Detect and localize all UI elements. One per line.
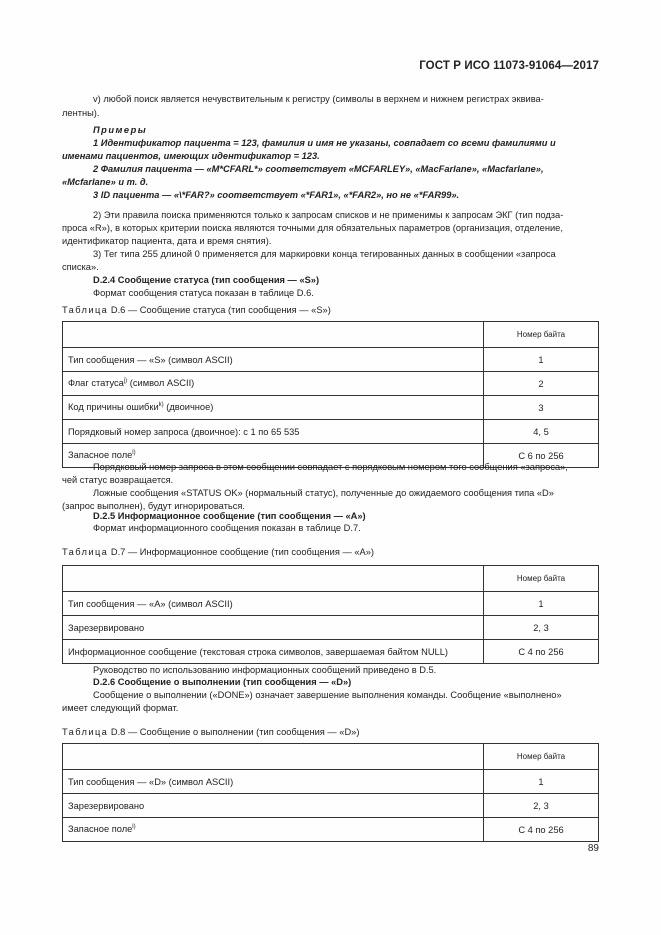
footnote-ref: j) (123, 378, 128, 385)
note-2-cont-2: идентификатор пациента, дата и время снятия). (62, 236, 272, 246)
list-item-v: v) любой поиск является нечувствительным к регистру (символы в верхнем и нижнем регистрах эквива- (93, 94, 544, 104)
section-d24-text: Формат сообщения статуса показан в таблице D.6. (93, 288, 314, 298)
list-item-v-cont: лентны). (62, 108, 100, 118)
table-d7 (62, 565, 599, 664)
note-2: 2) Эти правила поиска применяются только к запросам списков и не применимы к запросам ЭКГ (тип подза- (93, 210, 564, 220)
paragraph-status-ok: Ложные сообщения «STATUS OK» (нормальный статус), полученные до ожидаемого сообщения типа «D» (93, 488, 554, 498)
table-d6 (62, 321, 599, 468)
example-2: 2 Фамилия пациента — «M*CFARL*» соответствует «MCFARLEY», «MacFarlane», «Macfarlane», (93, 164, 544, 174)
examples-heading: Примеры (93, 125, 148, 135)
footnote-ref: l) (132, 450, 136, 457)
table-d6-header-num: Номер байта (484, 322, 599, 348)
example-1-cont: именами пациентов, имеющих идентификатор = 123. (62, 151, 320, 161)
table-row: Тип сообщения — «A» (символ ASCII) 1 (63, 592, 599, 616)
table-d8-caption: Таблица D.8 — Сообщение о выполнении (тип сообщения — «D») (62, 727, 360, 737)
section-d24-title: D.2.4 Сообщение статуса (тип сообщения — «S») (93, 275, 320, 285)
table-row: Запасное поле$^{l)}$ С 4 по 256 (63, 818, 599, 842)
note-3: 3) Тег типа 255 длиной 0 применяется для маркировки конца тегированных данных в сообщении «запроса (93, 249, 556, 259)
table-row: Тип сообщения — «D» (символ ASCII) 1 (63, 770, 599, 794)
paragraph-guidance: Руководство по использованию информационных сообщений приведено в D.5. (93, 665, 437, 675)
section-d26-text-cont: имеет следующий формат. (62, 703, 179, 713)
example-1: 1 Идентификатор пациента = 123, фамилия и имя не указаны, совпадает со всеми фамилиями и (93, 138, 556, 148)
section-d25-text: Формат информационного сообщения показан в таблице D.7. (93, 523, 361, 533)
section-d26-text: Сообщение о выполнении («DONE») означает завершение выполнения команды. Сообщение «выполнено» (93, 690, 562, 700)
table-row: Код причины ошибки$^{k)}$ (двоичное) 3 (63, 396, 599, 420)
document-header-title: ГОСТ Р ИСО 11073-91064—2017 (419, 60, 599, 72)
table-d6-caption: Таблица D.6 — Сообщение статуса (тип сообщения — «S») (62, 305, 331, 315)
note-3-cont: списка». (62, 262, 99, 272)
table-d7-header-num: Номер байта (484, 566, 599, 592)
section-d26-title: D.2.6 Сообщение о выполнении (тип сообщения — «D») (93, 677, 352, 687)
table-row: Зарезервировано 2, 3 (63, 616, 599, 640)
paragraph-seq-number-cont: чей статус возвращается. (62, 475, 174, 485)
example-3: 3 ID пациента — «\*FAR?» соответствует «*FAR1», «*FAR2», но не «*FAR99». (93, 190, 460, 200)
footnote-ref: l) (132, 824, 136, 831)
table-d8 (62, 743, 599, 842)
table-row: Флаг статуса$^{j)}$ (символ ASCII) 2 (63, 372, 599, 396)
table-d7-caption: Таблица D.7 — Информационное сообщение (тип сообщения — «A») (62, 547, 375, 557)
table-row: Тип сообщения — «S» (символ ASCII) 1 (63, 348, 599, 372)
table-row: Порядковый номер запроса (двоичное): с 1 по 65 535 4, 5 (63, 420, 599, 444)
footnote-ref: k) (158, 402, 164, 409)
page-number: 89 (587, 843, 599, 854)
note-2-cont-1: проса «R»), в которых критерии поиска являются точными для обязательных параметров (организация, отделение, (62, 223, 563, 233)
section-d25-title: D.2.5 Информационное сообщение (тип сообщения — «A») (93, 511, 366, 521)
table-d8-header-num: Номер байта (484, 744, 599, 770)
paragraph-status-ok-cont: (запрос выполнен), будут игнорироваться. (62, 501, 246, 511)
table-row: Информационное сообщение (текстовая строка символов, завершаемая байтом NULL) С 4 по 256 (63, 640, 599, 664)
table-row: Запасное поле$^{l)}$ С 6 по 256 (63, 444, 599, 468)
paragraph-seq-number: Порядковый номер запроса в этом сообщении совпадает с порядковым номером того сообщения «запроса», (93, 462, 568, 472)
example-2-cont: «Mcfarlane» и т. д. (62, 177, 149, 187)
table-row: Зарезервировано 2, 3 (63, 794, 599, 818)
